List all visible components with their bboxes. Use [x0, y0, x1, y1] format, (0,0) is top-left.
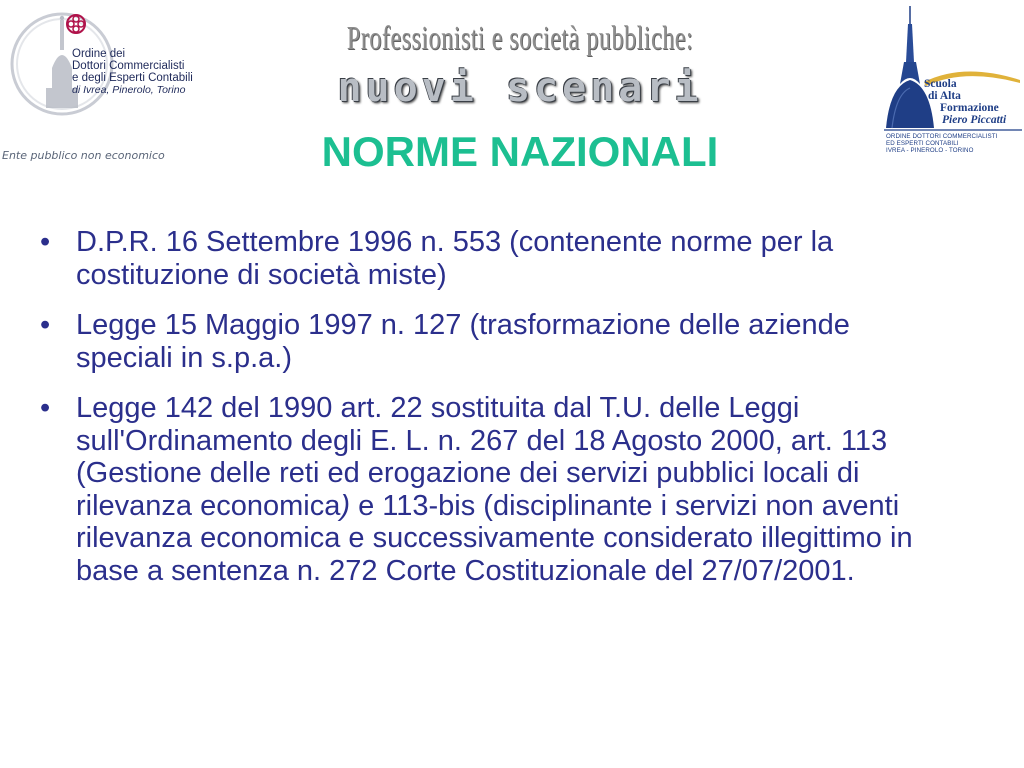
list-item-italic: ) — [340, 489, 351, 522]
scuola-name — [924, 78, 1024, 126]
list-item-text: Legge 142 del 1990 art. 22 sostituita dal T.U. delle Leggi sull'Ordinamento degli E. L. n. 267 del 18 Agosto 2000, art. 113 (Gestione delle reti ed erogazione dei servizi pubblici locali di rilevanza economica — [76, 392, 888, 522]
bullet-marker: • — [40, 392, 51, 424]
scuola-logo — [884, 2, 1022, 162]
norms-list — [36, 226, 936, 605]
bullet-marker: • — [40, 309, 51, 341]
slide-subtitle: nuovi scenari — [337, 65, 703, 111]
ente-tagline: Ente pubblico non economico — [2, 149, 165, 162]
ordine-line-2: Dottori Commercialisti — [72, 60, 185, 72]
list-item-text-cont: e 113-bis (disciplinante i servizi non aventi rilevanza economica e successivamente considerato illegittimo in base a sentenza n. 272 Corte Costituzionale del 27/07/2001. — [76, 489, 913, 587]
ordine-line-1: Ordine dei — [72, 48, 126, 60]
scuola-org — [886, 133, 1022, 154]
slide-title: Professionisti e società pubbliche: — [346, 20, 694, 57]
scuola-org-line-1: ORDINE DOTTORI COMMERCIALISTI — [886, 133, 998, 140]
scuola-org-line-2: ED ESPERTI CONTABILI — [886, 140, 959, 147]
scuola-line-4: Piero Piccatti — [942, 114, 1007, 126]
ordine-line-3: e degli Esperti Contabili — [72, 72, 193, 84]
ordine-city: di Ivrea, Pinerolo, Torino — [72, 84, 186, 96]
list-item-text: D.P.R. 16 Settembre 1996 n. 553 (contenente norme per la costituzione di società miste) — [76, 226, 834, 291]
scuola-org-line-3: IVREA - PINEROLO - TORINO — [886, 147, 974, 154]
scuola-line-3: Formazione — [940, 102, 999, 114]
list-item — [36, 392, 936, 587]
scuola-line-2: di Alta — [928, 90, 961, 102]
list-item-text: Legge 15 Maggio 1997 n. 127 (trasformazione delle aziende speciali in s.p.a.) — [76, 309, 850, 374]
section-heading: NORME NAZIONALI — [321, 128, 719, 175]
list-item — [36, 309, 936, 374]
scuola-line-1: Scuola — [924, 78, 957, 90]
ordine-logo — [6, 2, 216, 142]
list-item — [36, 226, 936, 291]
bullet-marker: • — [40, 226, 51, 258]
